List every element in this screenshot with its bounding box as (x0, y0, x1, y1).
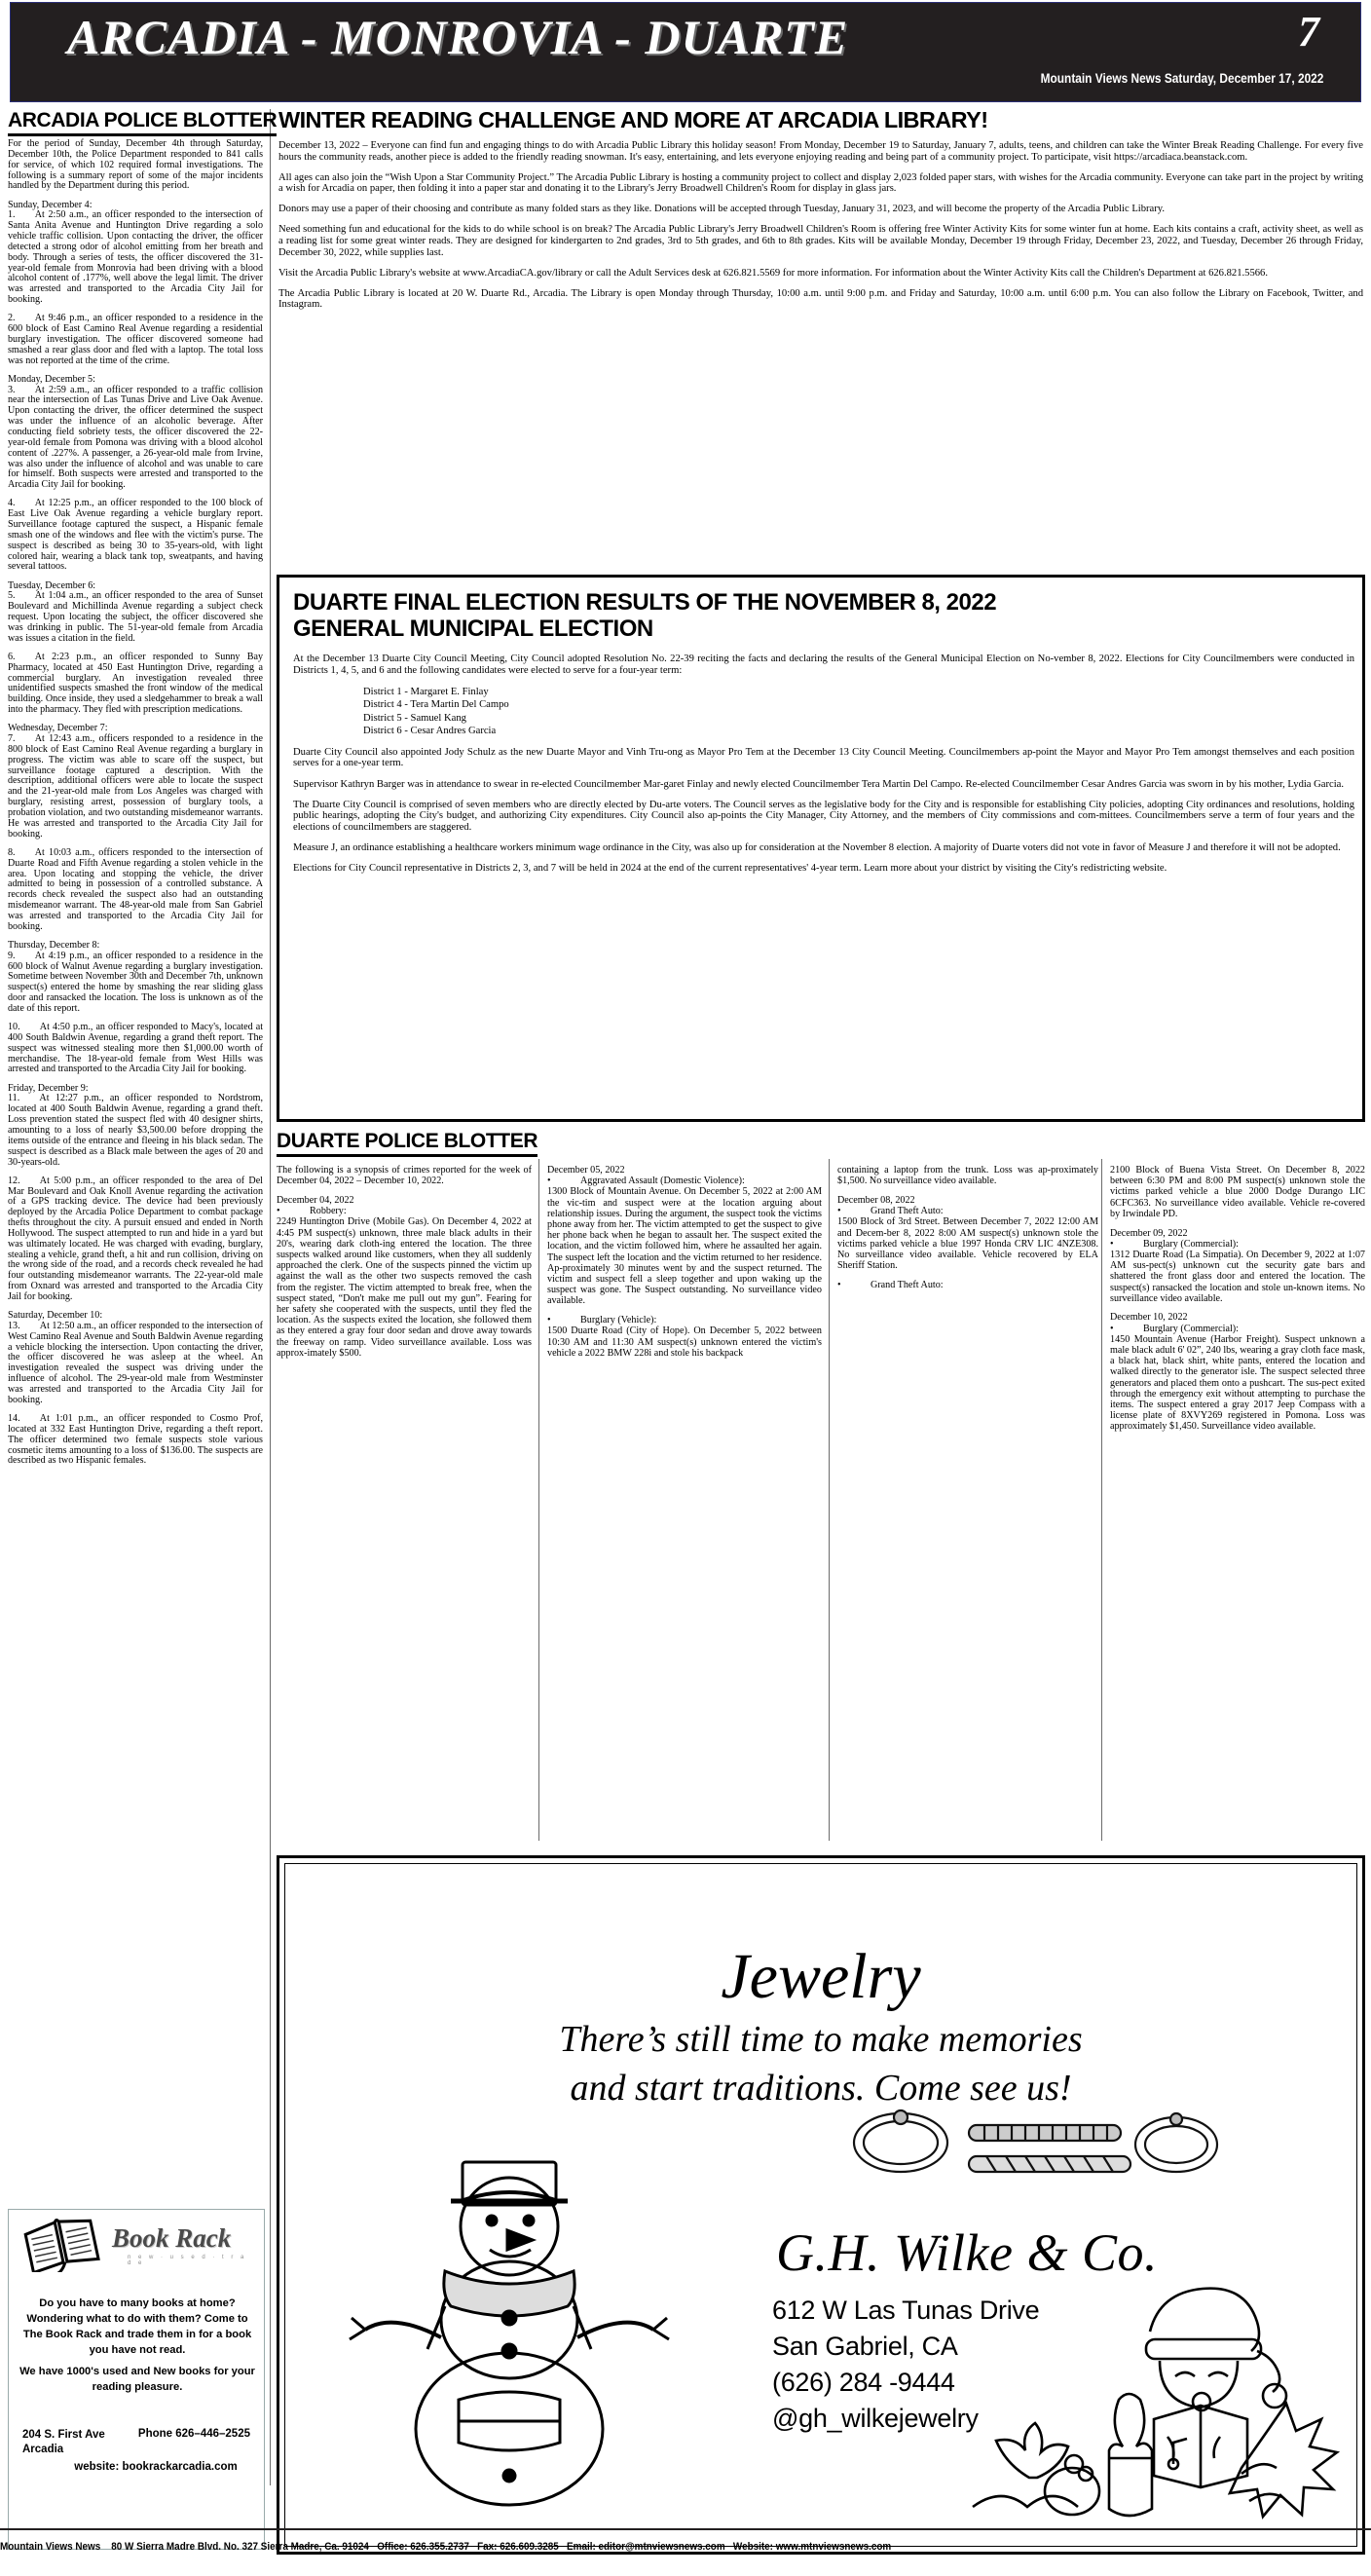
library-paragraph: December 13, 2022 – Everyone can find fun and engaging things to do with Arcadia Public Library this holiday season! From Monday, December 19 to Saturday, January 7, adults, teens, and children can take the Winter Break Reading Challenge. For every five hours the community reads, another piece is added to the friendly reading snowman. It's easy, entertaining, and lets everyone enjoying reading and being part of a community project. To participate, visit https://arcadiaca.beanstack.com. (278, 140, 1363, 163)
masthead-banner (10, 2, 1361, 102)
duarte-blotter-detail: 2249 Huntington Drive (Mobile Gas). On December 4, 2022 at 4:45 PM suspect(s) unknown, three male black adults in their 20's, wearing dark cloth-ing entered the location. The three suspects walked around like customers, when they all suddenly approached the clerk. One of the suspects pinned the victim up against the wall as the other two suspects removed the cash from the register. The victim attempted to break free, when the suspect stated, “Don't make me pull out my gun”. Fearing for her safety she cooperated with the suspects, until they fled the location. As the suspects exited the location, she followed them as they entered a gray four door sedan and drove away towards the freeway on ramp. Video surveillance available. Loss was approx-imately $500. (277, 1216, 532, 1359)
duarte-blotter-crime-type: • Grand Theft Auto: (837, 1279, 944, 1290)
blotter-incident: 14. At 1:01 p.m., an officer responded to Cosmo Prof, located at 332 East Huntington Drive, regarding a theft report. The officer determined two female suspects stole various cosmetic items amounting to a loss of $136.00. The suspects are described as two Hispanic females. (8, 1412, 263, 1467)
footer-email[interactable]: Email: editor@mtnviewsnews.com (567, 2541, 725, 2553)
duarte-blotter-date: December 08, 2022 (837, 1194, 915, 1206)
duarte-blotter-detail: 1300 Block of Mountain Avenue. On December 5, 2022 at 2:00 AM the vic-tim and suspect were at the location arguing about relationship issues. During the argument, the suspect took the victims phone away from her. The victim attempted to get the suspect to give her phone back when he began to assault her. The suspect exited the location, and the victim followed him, where he assaulted her again. The suspect left the location and the victim returned to her residence. Ap-proximately 30 minutes went by and the suspect returned. The victim and suspect fell a sleep together and upon waking up the suspect was gone. The Suspect outstanding. No surveillance video available. (547, 1186, 822, 1307)
library-article-heading: WINTER READING CHALLENGE AND MORE AT ARCADIA LIBRARY! (278, 107, 988, 132)
jewelry-address-line2: San Gabriel, CA (772, 2332, 958, 2361)
blotter-day-heading: Saturday, December 10: (8, 1310, 103, 1322)
duarte-blotter-date: December 09, 2022 (1110, 1227, 1188, 1239)
duarte-blotter-intro-column (277, 1165, 532, 1366)
election-paragraph: Supervisor Kathryn Barger was in attendance to swear in re-elected Councilmember Mar-garet Finlay and newly elected Councilmember Tera Martin Del Campo. Re-elected Councilmember Cesar Andres Garcia was sworn in by his mother, Lydia Garcia. (293, 778, 1345, 790)
duarte-column-d (1110, 1165, 1365, 1440)
footer-website[interactable]: Website: www.mtnviewsnews.com (732, 2541, 892, 2553)
library-paragraph: Need something fun and educational for the kids to do while school is on break? The Arcadia Public Library's Jerry Broadwell Children's Room is offering free Winter Activity Kits for some winter fun at home. Each kits contains a craft, activity sheet, as well as a reading list for some great winter reads. They are designed for kindergarten to 2nd grades, 3rd to 5th grades, and 6th to 8th grades. Kits will be available Monday, December 19 through Friday, December 23, 2022, and Tuesday, December 26 through Friday, December 30, 2022, while supplies last. (278, 224, 1363, 258)
jewelry-ad-tagline-1: There’s still time to make memories (559, 2019, 1083, 2060)
blotter-incident: 5. At 1:04 a.m., an officer responded to the area of Sunset Boulevard and Michillinda Avenue regarding a subject check request. Upon locating the subject, the officer discovered she was drinking in public. The 51-year-old female from Arcadia was issues a citation in the field. (8, 590, 263, 644)
blotter-incident: 9. At 4:19 p.m., an officer responded to a residence in the 600 block of Walnut Avenue regarding a burglary investigation. Sometime between November 30th and December 7th, unknown suspect(s) entered the home by smashing the rear sliding glass door and ransacked the location. The loss is unknown as of the date of this report. (8, 950, 263, 1014)
elected-district-entry: District 6 - Cesar Andres Garcia (363, 725, 497, 736)
elected-district-list (293, 686, 1354, 738)
duarte-blotter-detail: 1312 Duarte Road (La Simpatia). On December 9, 2022 at 1:07 AM sus-pect(s) unknown cut the security gate bars and shattered the front glass door and entered the location. The suspect(s) ransacked the location and stole un-known items. No surveillance video available. (1110, 1249, 1365, 1304)
blotter-incident: 7. At 12:43 a.m., officers responded to a residence in the 800 block of East Camino Real Avenue regarding a burglary in progress. The victim was able to scare off the suspect, but surveillance footage captured a description. With the description, additional officers were able to locate the suspect and the 21-year-old male from Los Angeles was charged with burglary, resisting arrest, possession of burglary tools, a probation violation, and two outstanding misdemeanor warrants. He was arrested and transported to the Arcadia City Jail for booking. (8, 733, 263, 840)
library-paragraph: All ages can also join the “Wish Upon a Star Community Project.” The Arcadia Public Library is hosting a community project to collect and display 2,023 folded paper stars, with wishes for the Arcadia community. Everyone can take part in the project by writing a wish for Arcadia on paper, then folding it into a paper star and donating it to the Library's Jerry Broadwell Children's Room for display in glass jars. (278, 171, 1363, 195)
footer-divider (0, 2528, 1371, 2530)
duarte-blotter-detail: 1500 Block of 3rd Street. Between December 7, 2022 12:00 AM and Decem-ber 8, 2022 8:00 AM suspect(s) unknown stole the victims parked vehicle a blue 1997 Honda CRV LIC 4NZE308. No surveillance video available. Vehicle recovered by ELA Sheriff Station. (837, 1216, 1098, 1272)
bookrack-website[interactable]: website: bookrackarcadia.com (74, 2461, 238, 2473)
page-number: 7 (1298, 8, 1319, 56)
blotter-incident: 10. At 4:50 p.m., an officer responded to Macy's, located at 400 South Baldwin Avenue, regarding a grand theft report. The suspect was witnessed stealing more then $1,000.00 worth of merchandise. The 18-year-old female from West Hills was arrested and transported to the Arcadia City Jail for booking. (8, 1022, 263, 1075)
duarte-blotter-heading: DUARTE POLICE BLOTTER (277, 1130, 537, 1157)
column-rule (270, 109, 271, 2485)
footer-address: 80 W Sierra Madre Blvd. No. 327 Sierra Madre, Ca. 91024 (111, 2541, 369, 2553)
bookrack-address-line2: Arcadia (22, 2444, 64, 2455)
election-results-box (277, 575, 1365, 1122)
library-paragraph: Donors may use a paper of their choosing and contribute as many folded stars as they like. Donations will be accepted through Tuesday, January 31, 2023, and will become the property of the Arcadia Public Library. (278, 204, 1166, 215)
blotter-incident: 4. At 12:25 p.m., an officer responded to the 100 block of East Live Oak Avenue regarding a vehicle burglary report. Surveillance footage captured the suspect, a Hispanic female smash one of the windows and flee with the victim's purse. The suspect is described as being 30 to 35-years-old, with light colored hair, wearing a black tank top, sweatpants, and having several tattoos. (8, 498, 263, 573)
duarte-column-c (837, 1165, 1098, 1290)
duarte-column-a (277, 1195, 532, 1359)
election-heading-line2: GENERAL MUNICIPAL ELECTION (293, 616, 653, 642)
masthead-subline: Mountain Views News Saturday, December 17, 2022 (1040, 71, 1323, 86)
blotter-incident: 8. At 10:03 a.m., officers responded to the intersection of Duarte Road and Fifth Avenue regarding a stolen vehicle in the area. Upon locating and stopping the vehicle, the driver admitted to being in possession of a controlled substance. A records check revealed the suspect also had an outstanding misdemeanor warrant. The 48-year-old male from San Gabriel was arrested and transported to the Arcadia City Jail for booking. (8, 846, 263, 932)
arcadia-blotter-heading: ARCADIA POLICE BLOTTER (8, 109, 277, 136)
jewelry-phone[interactable]: (626) 284 -9444 (772, 2368, 955, 2397)
bookrack-text-1: Do you have to many books at home? Wondering what to do with them? Come to The Book Rack and trade them in for a book you have not read. (22, 2297, 252, 2356)
duarte-blotter-crime-type: • Burglary (Vehicle): (547, 1315, 657, 1326)
election-intro: At the December 13 Duarte City Council Meeting, City Council adopted Resolution No. 22-39 reciting the facts and declaring the results of the General Municipal Election on No-vember 8, 2022. Elections for City Councilmembers were conducted in Districts 1, 4, 5, and 6 and the following candidates were elected to serve for a four-year term: (293, 653, 1354, 676)
election-paragraph: Measure J, an ordinance establishing a healthcare workers minimum wage ordinance in the City, was also up for consideration at the November 8 election. A majority of Duarte voters did not vote in favor of Measure J and therefore it will not be adopted. (293, 841, 1341, 853)
duarte-blotter-detail: 1450 Mountain Avenue (Harbor Freight). Suspect unknown a male black adult 6' 02”, 240 lbs, wearing a gray cloth face mask, a black hat, black shirt, white pants, entered the location and walked directly to the generator isle. The suspect selected three generators and placed them onto a pushcart. The sus-pect exited through the emergency exit without attempting to purchase the items. The suspect entered a gray 2017 Jeep Compass with a license plate of 8XVY269 registered in Pomona. Loss was approximately $1,450. Surveillance video available. (1110, 1333, 1365, 1433)
election-heading (293, 589, 1345, 642)
elected-district-entry: District 5 - Samuel Kang (363, 712, 466, 724)
duarte-blotter-crime-type: • Aggravated Assault (Domestic Violence): (547, 1176, 745, 1187)
blotter-day-heading: Monday, December 5: (8, 373, 95, 385)
jewelry-advertisement[interactable] (277, 1855, 1365, 2555)
column-rule (829, 1159, 830, 1841)
bookrack-address (22, 2428, 105, 2457)
duarte-blotter-crime-type: • Burglary (Commercial): (1110, 1238, 1239, 1250)
arcadia-blotter-body (8, 139, 263, 1475)
arcadia-blotter-entries (8, 201, 263, 1468)
library-paragraph: The Arcadia Public Library is located at 20 W. Duarte Rd., Arcadia. The Library is open Monday through Thursday, 10:00 a.m. until 9:00 p.m. and Friday and Saturday, 10:00 a.m. until 6:00 p.m. You can also follow the Library on Facebook, Twitter, and Instagram. (278, 287, 1363, 311)
bookrack-advertisement[interactable] (8, 2209, 265, 2550)
library-article-body (278, 140, 1363, 320)
election-heading-line1: DUARTE FINAL ELECTION RESULTS OF THE NOVEMBER 8, 2022 (293, 589, 997, 616)
library-paragraph: Visit the Arcadia Public Library's website at www.ArcadiaCA.gov/library or call the Adult Services desk at 626.821.5569 for more information. For information about the Winter Activity Kits call the Children's Department at 626.821.5566. (278, 267, 1269, 279)
blotter-day-heading: Wednesday, December 7: (8, 723, 108, 734)
footer-fax: Fax: 626.609.3285 (477, 2541, 559, 2553)
blotter-incident: 3. At 2:59 a.m., an officer responded to a traffic collision near the intersection of Las Tunas Drive and Live Oak Avenue. Upon contacting the driver, the officer determined the suspect was under the influence of an alcoholic beverage. After conducting field sobriety tests, the officer discovered the 22-year-old female from Pomona was driving with a blood alcohol content of .227%. A passenger, a 26-year-old male from Irvine, was also under the influence of alcohol and was unable to care for himself. Both suspects were arrested and transported to the Arcadia City Jail for booking. (8, 384, 263, 491)
blotter-day-heading: Friday, December 9: (8, 1082, 89, 1094)
bookrack-logo (19, 2216, 256, 2274)
election-paragraph: Elections for City Council representative in Districts 2, 3, and 7 will be held in 2024 at the end of the current representatives' 4-year term. Learn more about your district by visiting the City's redistricting website. (293, 862, 1167, 874)
jewelry-address-line1: 612 W Las Tunas Drive (772, 2296, 1040, 2325)
page-footer (0, 2541, 1234, 2553)
footer-office: Office: 626.355.2737 (377, 2541, 469, 2553)
duarte-blotter-date: December 05, 2022 (547, 1165, 625, 1176)
election-paragraph: Duarte City Council also appointed Jody Schulz as the new Duarte Mayor and Vinh Tru-ong as Mayor Pro Tem at the December 13 City Council Meeting. Councilmembers ap-point the Mayor and Mayor Pro Tem amongst themselves and each position serves for a one-year term. (293, 746, 1354, 769)
elected-district-entry: District 1 - Margaret E. Finlay (363, 686, 489, 697)
blotter-incident: 11. At 12:27 p.m., an officer responded to Nordstrom, located at 400 South Baldwin Avenue, regarding a grand theft. Loss prevention stated the suspect fled with 40 designer shirts, amounting to a loss of nearly $3,500.00 before dropping the items outside of the entrance and fleeing in his black sedan. The suspect is described as a Black male between the ages of 20 and 30-years-old. (8, 1093, 263, 1168)
jewelry-brand-name: G.H. Wilke & Co. (776, 2223, 1158, 2282)
election-paragraph: The Duarte City Council is comprised of seven members who are directly elected by Du-arte voters. The Council serves as the legislative body for the City and is responsible for establishing City policies, adopting City ordinances and resolutions, holding public hearings, adopting the City's budget, and authorizing City expenditures. City Council also ap-points the City Manager, City Attorney, and the members of City commissions and com-mittees. Councilmembers serve a term of four years and the elections of councilmembers are staggered. (293, 799, 1354, 833)
column-rule (538, 1159, 539, 1841)
bookrack-text-2: We have 1000's used and New books for your reading pleasure. (19, 2366, 255, 2393)
blotter-incident: 13. At 12:50 a.m., an officer responded to the intersection of West Camino Real Avenue and South Baldwin Avenue regarding a vehicle blocking the intersection. Upon contacting the driver, the officer discovered he was asleep at the wheel. An investigation revealed the suspect was driving under the influence of alcohol. The 29-year-old male from Westminster was arrested and transported to the Arcadia City Jail for booking. (8, 1320, 263, 1405)
blotter-day-heading: Thursday, December 8: (8, 939, 100, 951)
footer-paper-name: Mountain Views News (0, 2541, 101, 2553)
blotter-incident: 2. At 9:46 p.m., an officer responded to a residence in the 600 block of East Camino Real Avenue regarding a residential burglary investigation. The officer discovered someone had smashed a rear glass door and fled with a laptop. The total loss was not reported at the time of the crime. (8, 313, 263, 366)
duarte-blotter-detail: containing a laptop from the trunk. Loss was ap-proximately $1,500. No surveillance video available. (837, 1165, 1098, 1187)
bookrack-address-line1: 204 S. First Ave (22, 2429, 105, 2441)
bookrack-tagline: n e w · u s e d · t r a d e (128, 2255, 247, 2266)
jewelry-social-handle[interactable]: @gh_wilkejewelry (772, 2404, 979, 2433)
duarte-blotter-date: December 04, 2022 (277, 1194, 354, 1206)
blotter-incident: 12. At 5:00 p.m., an officer responded to the area of Del Mar Boulevard and Oak Knoll Avenue regarding the activation of a GPS tracking device. The device had been previously deployed by the Arcadia Police Department to combat package thefts throughout the city. A pursuit ensued and ended in North Hollywood. The suspect attempted to run and hide in a yard but was ultimately located. He was charged with evading, burglary, stealing a vehicle, grand theft, a hit and run collision, driving on the wrong side of the road, and a records check revealed he had four outstanding misdemeanor warrants. The 22-year-old male from Oxnard was arrested and transported to the Arcadia City Jail for booking. (8, 1175, 263, 1302)
page-title: ARCADIA - MONROVIA - DUARTE (67, 10, 849, 64)
ad-inner-border (284, 1863, 1357, 2547)
duarte-blotter-crime-type: • Robbery: (277, 1206, 347, 1217)
jewelry-ad-title: Jewelry (721, 1941, 921, 2012)
duarte-blotter-detail: 2100 Block of Buena Vista Street. On December 8, 2022 between 6:30 PM and 8:00 PM suspect(s) unknown stole the victims parked vehicle a blue 2000 Dodge Durango LIC 6CFC363. No surveillance video available. Vehicle re-covered by Irwindale PD. (1110, 1165, 1365, 1219)
column-rule (1101, 1159, 1102, 1841)
duarte-blotter-detail: 1500 Duarte Road (City of Hope). On December 5, 2022 between 10:30 AM and 11:30 AM suspect(s) unknown entered the victim's vehicle a 2022 BMW 228i and stole his backpack (547, 1325, 822, 1359)
duarte-blotter-crime-type: • Grand Theft Auto: (837, 1206, 944, 1217)
bookrack-name: Book Rack (112, 2223, 232, 2253)
elected-district-entry: District 4 - Tera Martin Del Campo (363, 699, 509, 711)
duarte-blotter-crime-type: • Burglary (Commercial): (1110, 1323, 1239, 1334)
election-body (293, 653, 1354, 883)
bookrack-phone[interactable]: Phone 626–446–2525 (137, 2428, 250, 2440)
election-paragraphs (293, 747, 1354, 875)
duarte-blotter-date: December 10, 2022 (1110, 1312, 1188, 1324)
blotter-day-heading: Tuesday, December 6: (8, 579, 96, 591)
jewelry-ad-tagline-2: and start traditions. Come see us! (570, 2068, 1072, 2109)
blotter-incident: 1. At 2:50 a.m., an officer responded to the intersection of Santa Anita Avenue and Huntington Drive regarding a solo vehicle traffic collision. Upon contacting the driver, the officer detected a strong odor of alcohol emitting from her breath and body. Through a series of tests, the officer discovered the 31-year-old female from Monrovia had been driving with a blood alcohol content of .177%, well above the legal limit. The driver was arrested and transported to the Arcadia City Jail for booking. (8, 209, 263, 306)
duarte-column-b (547, 1165, 822, 1366)
duarte-blotter-intro: The following is a synopsis of crimes reported for the week of December 04, 2022 – December 10, 2022. (277, 1165, 532, 1187)
blotter-incident: 6. At 2:23 p.m., an officer responded to Sunny Bay Pharmacy, located at 450 East Huntington Drive, regarding a commercial burglary. An investigation revealed three unidentified suspects smashed the front window of the medical building. Once inside, they used a sledgehammer to break a wall into the pharmacy. They fled with prescription medications. (8, 651, 263, 716)
blotter-day-heading: Sunday, December 4: (8, 199, 93, 210)
blotter-intro: For the period of Sunday, December 4th through Saturday, December 10th, the Police Department responded to 841 calls for service, of which 102 required formal investigations. The following is a summary report of some of the major incidents handled by the Department during this period. (8, 138, 263, 192)
